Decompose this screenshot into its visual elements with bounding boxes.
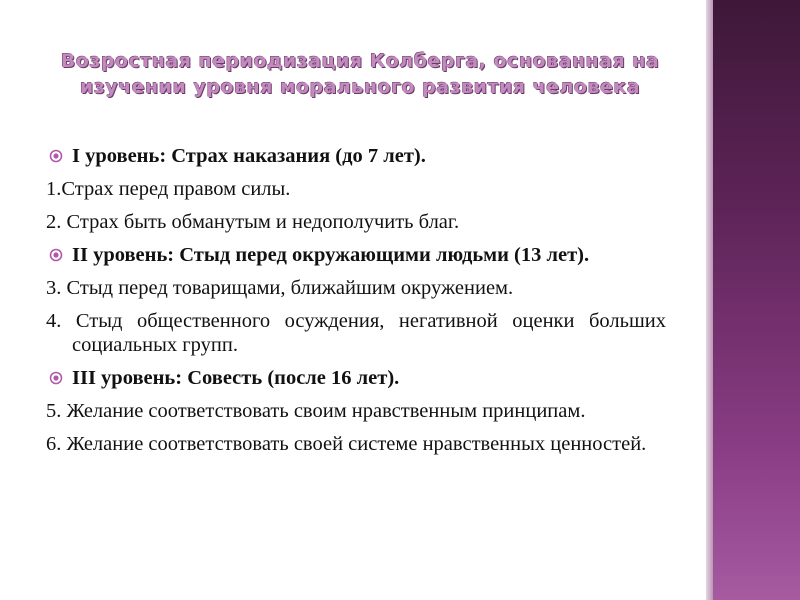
level-1-text: I уровень: Страх наказания (до 7 лет).	[72, 145, 426, 167]
circle-bullet-icon	[49, 149, 63, 163]
circle-bullet-icon	[49, 248, 63, 262]
circle-bullet-icon	[49, 371, 63, 385]
title-line-2: изучении уровня морального развития человека	[79, 76, 641, 98]
level-3-heading	[46, 366, 666, 390]
purple-side-bar	[713, 0, 800, 600]
level-2-heading	[46, 243, 666, 267]
list-item-1: 1.Страх перед правом силы.	[46, 178, 291, 200]
level-1-heading	[46, 144, 666, 168]
level-3-text: III уровень: Совесть (после 16 лет).	[72, 367, 400, 389]
side-bar-edge	[706, 0, 713, 600]
slide-content	[46, 144, 666, 465]
slide-title	[30, 48, 690, 100]
title-line-1: Возростная периодизация Колберга, основанная на	[60, 50, 660, 72]
level-2-text: II уровень: Стыд перед окружающими людьми (13 лет).	[72, 244, 590, 266]
list-item-6: 6. Желание соответствовать своей системе нравственных ценностей.	[46, 433, 647, 455]
list-item-4: 4. Стыд общественного осуждения, негативной оценки больших социальных групп.	[46, 310, 666, 356]
list-item-3: 3. Стыд перед товарищами, ближайшим окружением.	[46, 277, 514, 299]
list-item-2: 2. Страх быть обманутым и недополучить благ.	[46, 211, 460, 233]
list-item-5: 5. Желание соответствовать своим нравственным принципам.	[46, 400, 586, 422]
